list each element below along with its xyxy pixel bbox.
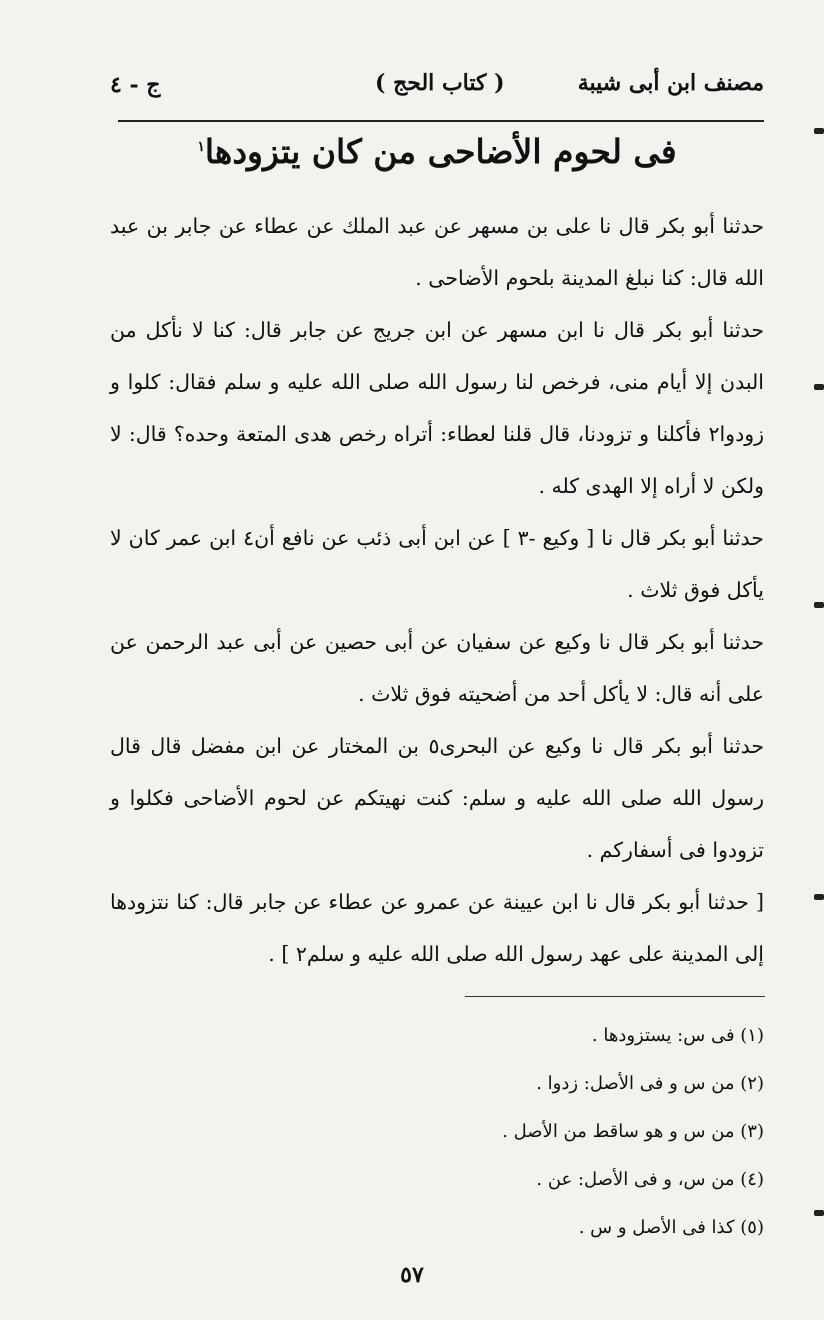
chapter-title: ( كتاب الحج ) (375, 70, 505, 96)
volume-label: ج - ٤ (110, 72, 161, 98)
paragraph: حدثنا أبو بكر قال نا ابن مسهر عن ابن جريج عن جابر قال: كنا لا نأكل من البدن إلا أيام منى، فرخص لنا رسول الله صلى الله عليه و سلم فقال: كلوا و زودوا٢ فأكلنا و تزودنا، قال قلنا لعطاء: أتراه رخص هدى المتعة وحده؟ قال: لا ولكن لا أراه إلا الهدى كله . (110, 318, 764, 498)
paragraph: حدثنا أبو بكر قال نا وكيع عن البحرى٥ بن المختار عن ابن مفضل قال قال رسول الله صلى الله عليه و سلم: كنت نهيتكم عن لحوم الأضاحى فكلوا و تزودوا فى أسفاركم . (110, 734, 764, 862)
margin-mark (814, 1210, 824, 1216)
book-title: مصنف ابن أبى شيبة (577, 70, 764, 96)
margin-mark (814, 602, 824, 608)
paragraph: حدثنا أبو بكر قال نا [ وكيع -٣ ] عن ابن أبى ذئب عن نافع أن٤ ابن عمر كان لا يأكل فوق ثلاث . (110, 526, 764, 602)
footnotes (200, 1012, 764, 1252)
footnote: (٤) من س، و فى الأصل: عن . (536, 1169, 764, 1190)
header-rule (118, 120, 764, 122)
paragraph: حدثنا أبو بكر قال نا على بن مسهر عن عبد الملك عن عطاء عن جابر بن عبد الله قال: كنا نبلغ المدينة بلحوم الأضاحى . (110, 214, 764, 290)
paragraph: [ حدثنا أبو بكر قال نا ابن عيينة عن عمرو عن عطاء عن جابر قال: كنا نتزودها إلى المدينة على عهد رسول الله صلى الله عليه و سلم٢ ] . (110, 890, 764, 966)
section-title-text: فى لحوم الأضاحى من كان يتزودها (204, 132, 677, 171)
footnote: (٢) من س و فى الأصل: زدوا . (536, 1073, 764, 1094)
margin-mark (814, 128, 824, 134)
section-title (110, 132, 764, 171)
page-number: ٥٧ (400, 1262, 424, 1288)
running-header (110, 62, 764, 102)
margin-mark (814, 384, 824, 390)
footnote-rule (465, 996, 765, 997)
footnote: (٣) من س و هو ساقط من الأصل . (502, 1121, 764, 1142)
title-footnote-marker: ١ (197, 139, 205, 155)
paragraph: حدثنا أبو بكر قال نا وكيع عن سفيان عن أبى حصين عن أبى عبد الرحمن عن على أنه قال: لا يأكل أحد من أضحيته فوق ثلاث . (110, 630, 764, 706)
main-text (110, 200, 764, 980)
footnote: (٥) كذا فى الأصل و س . (578, 1217, 764, 1238)
footnote: (١) فى س: يستزودها . (591, 1025, 764, 1046)
margin-mark (814, 894, 824, 900)
